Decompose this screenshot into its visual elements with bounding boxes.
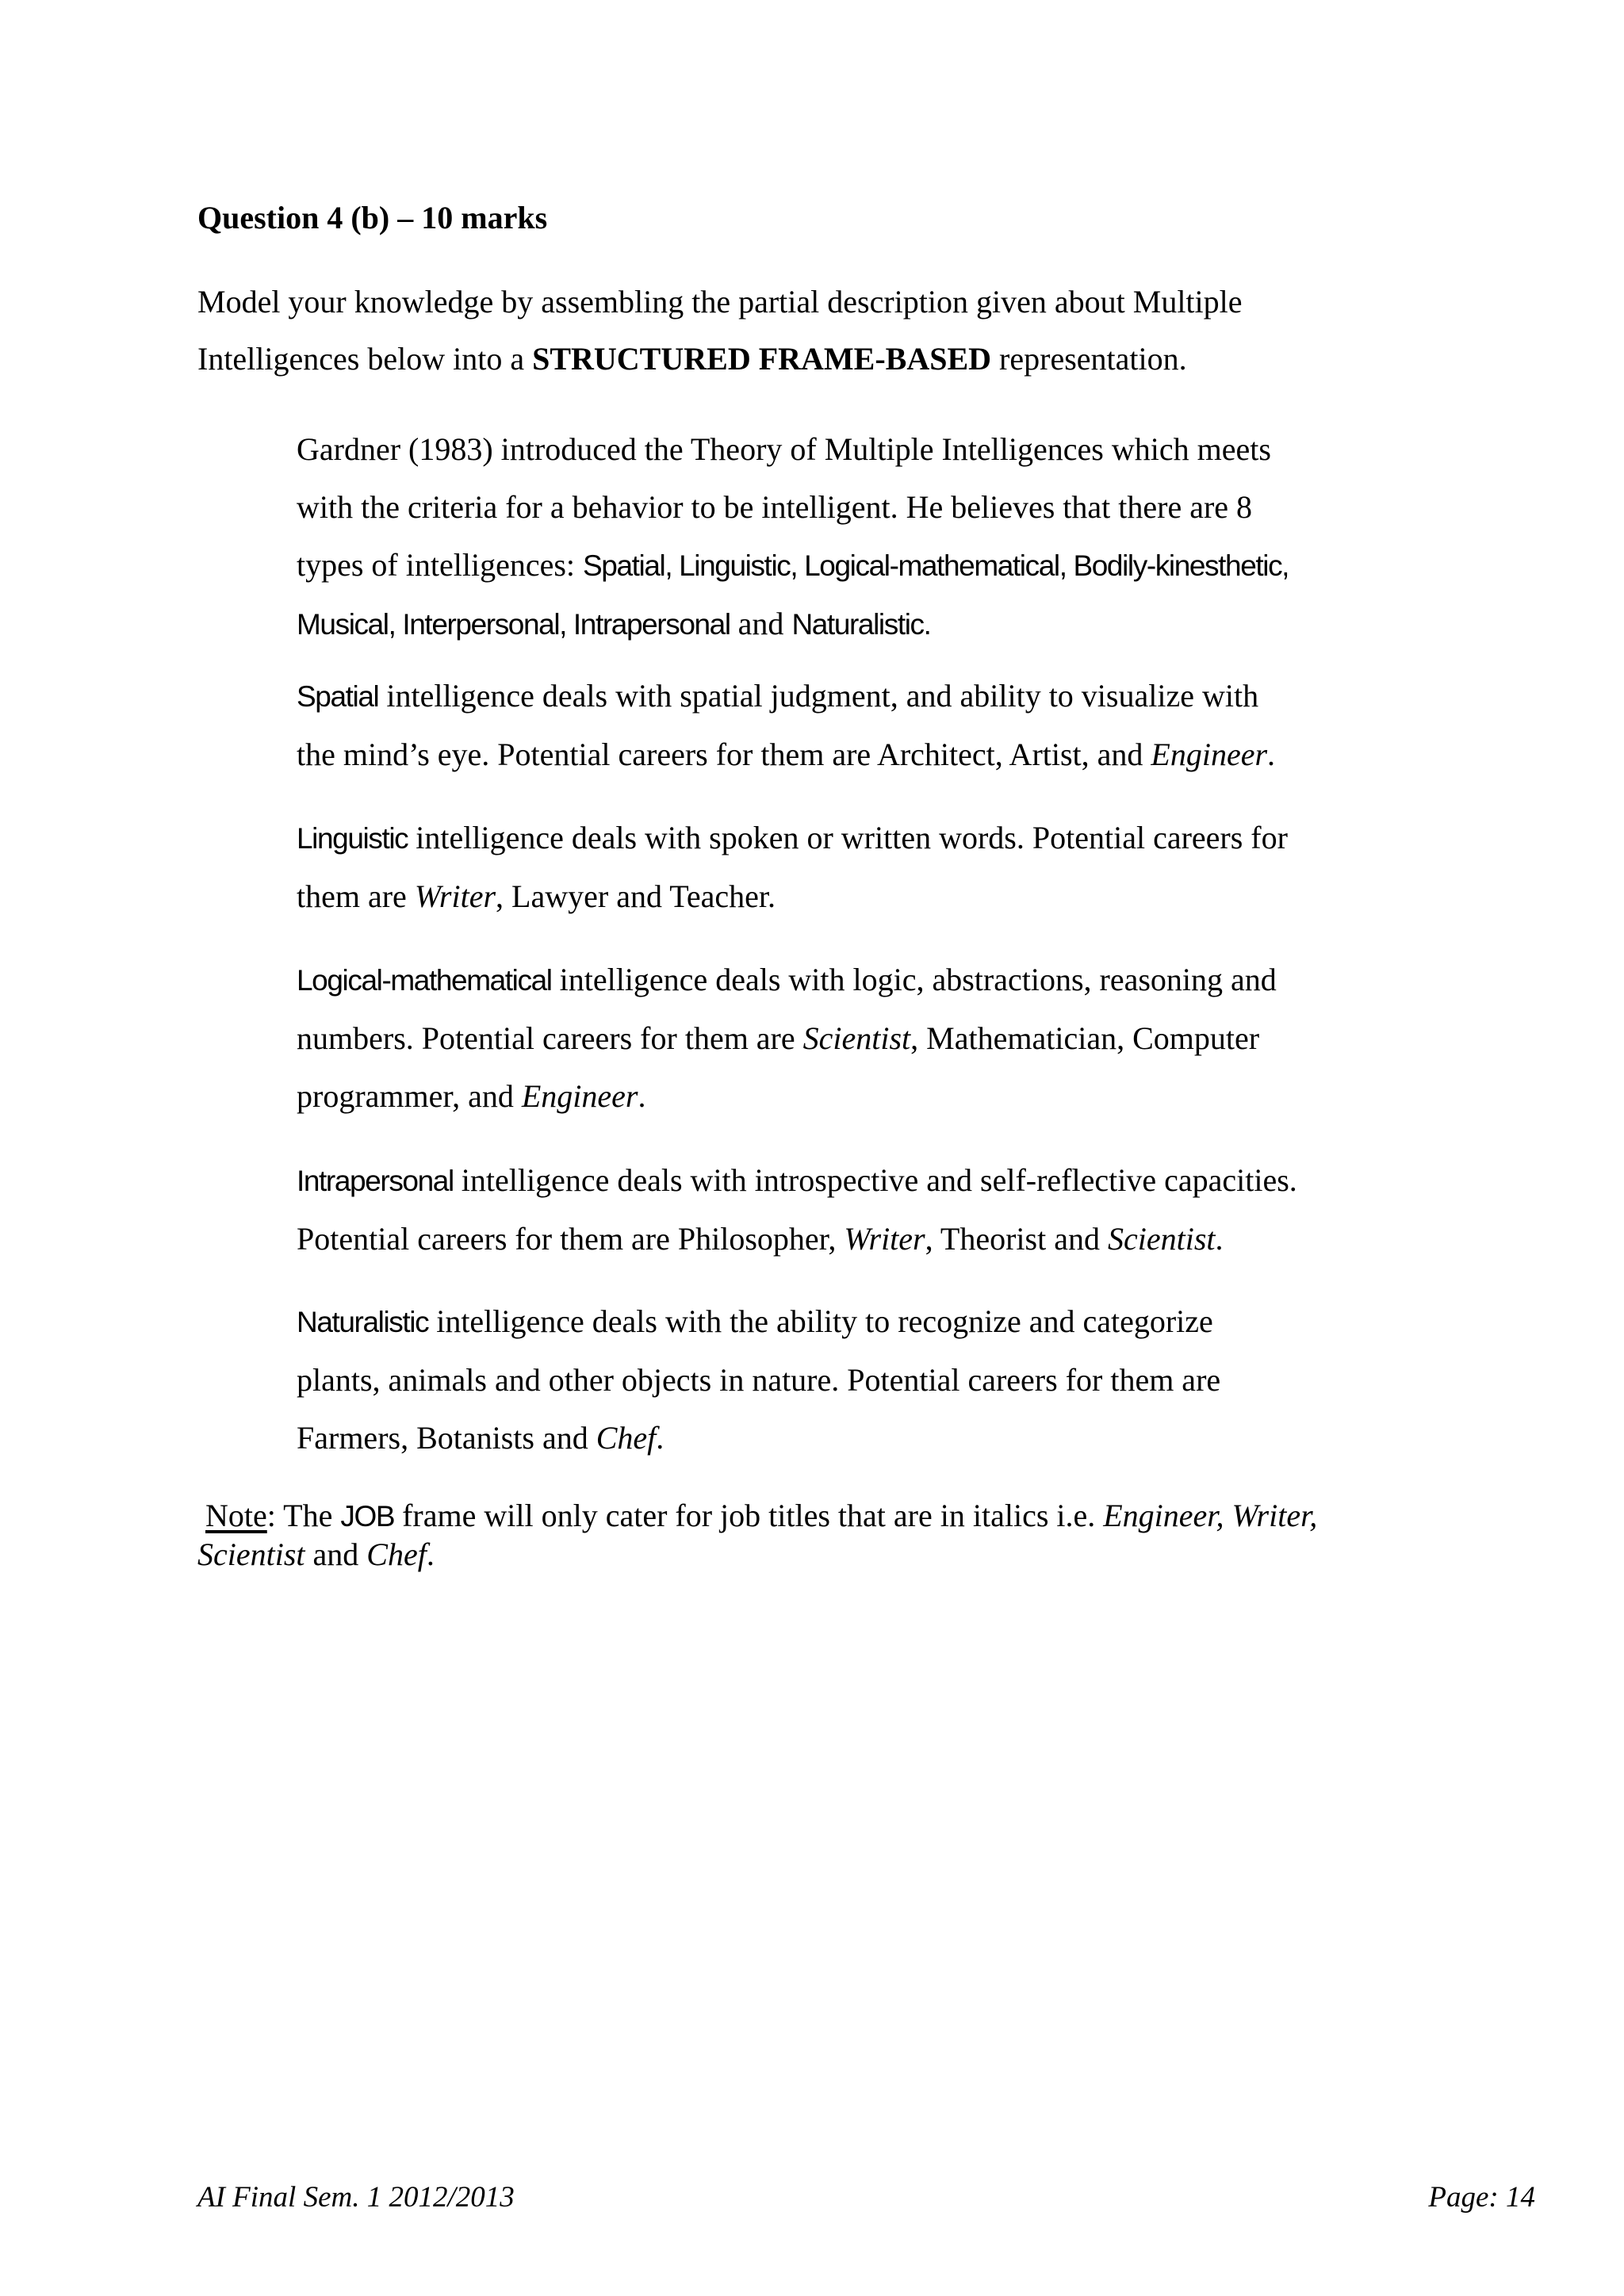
question-instructions [197, 274, 1434, 388]
intrapersonal-paragraph: Intrapersonal intelligence deals with introspective and self-reflective capacities. Potential careers for them are Philosopher, Writer, Theorist and Scientist. [297, 1162, 1297, 1257]
note-paragraph: Note: The JOB frame will only cater for job titles that are in italics i.e. Engineer, Writer, Scientist and Chef. [197, 1498, 1318, 1572]
instructions-line-1: Model your knowledge by assembling the partial description given about Multiple [197, 284, 1243, 320]
note-label: Note [205, 1498, 267, 1533]
logical-mathematical-term: Logical-mathematical [297, 964, 552, 997]
job-frame-term: JOB [340, 1500, 395, 1533]
spatial-term: Spatial [297, 680, 379, 713]
linguistic-paragraph: Linguistic intelligence deals with spoken or written words. Potential careers for them are Writer, Lawyer and Teacher. [297, 820, 1288, 914]
linguistic-term: Linguistic [297, 822, 408, 855]
intrapersonal-term: Intrapersonal [297, 1165, 454, 1197]
structured-frame-based-emphasis: STRUCTURED FRAME-BASED [532, 341, 992, 377]
naturalistic-term: Naturalistic [297, 1306, 429, 1338]
footer-page-number: Page: 14 [1428, 2181, 1535, 2214]
footer-course-info: AI Final Sem. 1 2012/2013 [197, 2181, 515, 2214]
naturalistic-paragraph: Naturalistic intelligence deals with the ability to recognize and categorize plants, animals and other objects in nature. Potential careers for them are Farmers, Botanists and Chef. [297, 1303, 1221, 1456]
logical-mathematical-paragraph: Logical-mathematical intelligence deals with logic, abstractions, reasoning and numbers. Potential careers for them are Scientist, Mathematician, Computer programmer, and Engineer. [297, 962, 1277, 1114]
question-heading: Question 4 (b) – 10 marks [197, 200, 548, 235]
gardner-paragraph: Gardner (1983) introduced the Theory of Multiple Intelligences which meets with the criteria for a behavior to be intelligent. He believes that there are 8 types of intelligences: Spatial, Linguistic, Logical-mathematical, Bodily-kinesthetic, Musical, Interpersonal, Intrapersonal and Naturalistic. [297, 431, 1289, 641]
instructions-line-2: Intelligences below into a STRUCTURED FRAME-BASED representation. [197, 341, 1187, 377]
intelligence-list: Spatial, Linguistic, Logical-mathematical, Bodily-kinesthetic, [583, 549, 1289, 582]
spatial-paragraph: Spatial intelligence deals with spatial judgment, and ability to visualize with the mind’s eye. Potential careers for them are Architect, Artist, and Engineer. [297, 678, 1276, 772]
